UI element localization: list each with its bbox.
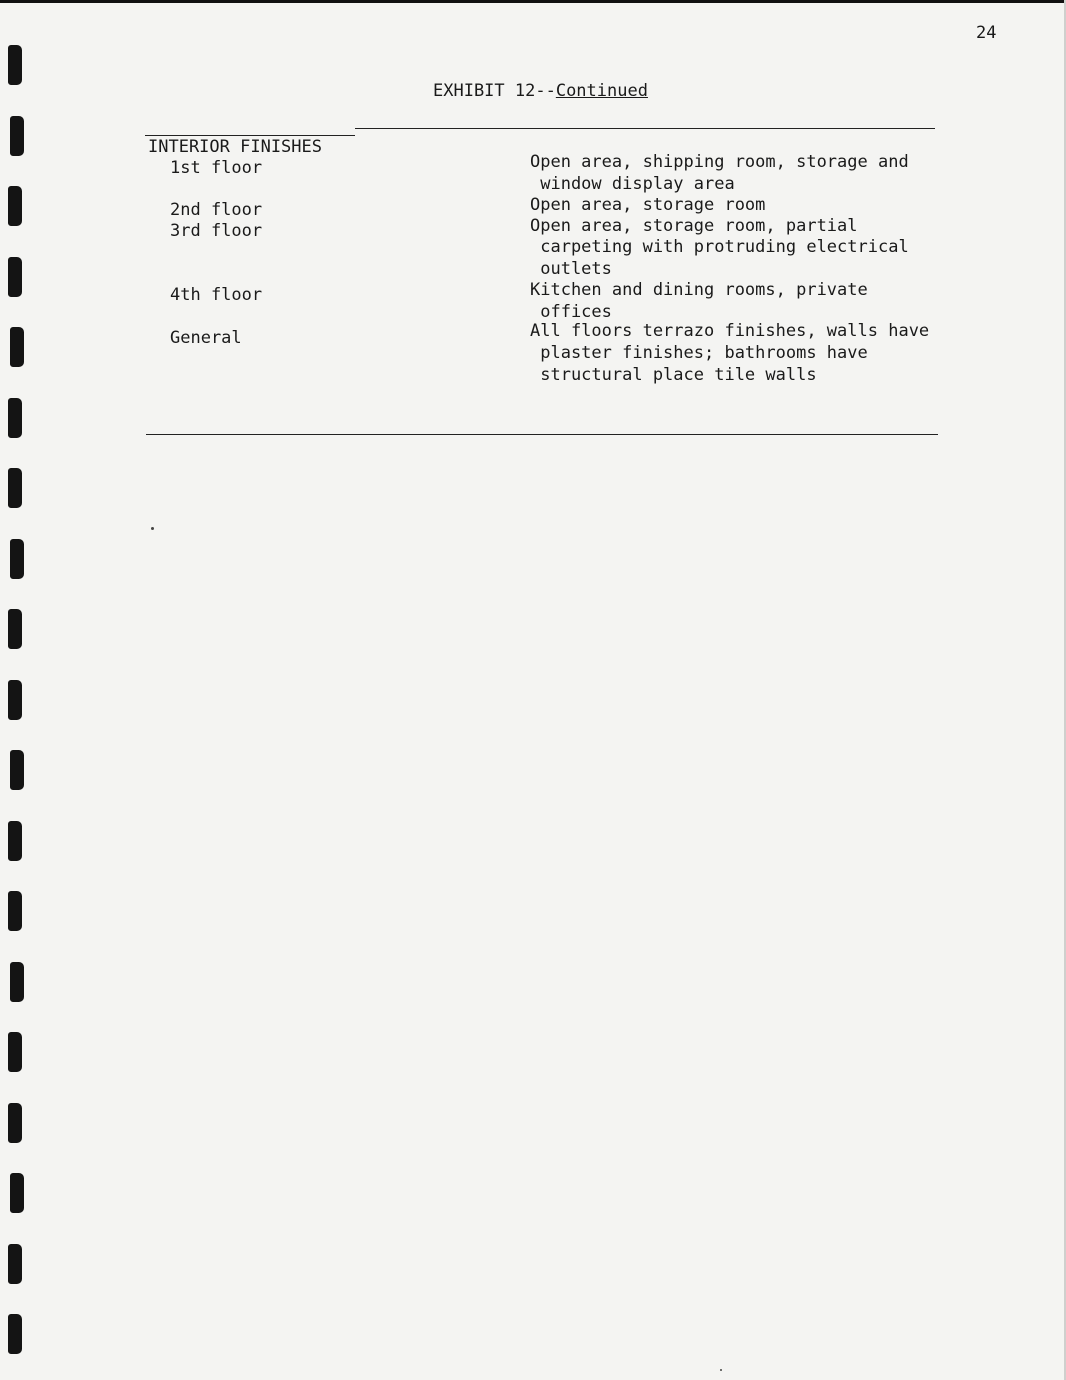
- binding-hole: [8, 45, 22, 85]
- row-desc-1st-floor-line-1: Open area, shipping room, storage and: [530, 152, 909, 172]
- binding-hole: [8, 398, 22, 438]
- row-desc-general-line-3: structural place tile walls: [530, 365, 817, 385]
- row-label-3rd-floor: 3rd floor: [170, 221, 263, 241]
- binding-hole: [10, 116, 24, 156]
- bottom-rule: [146, 434, 938, 435]
- binding-hole: [8, 1244, 22, 1284]
- page-number: 24: [976, 23, 997, 43]
- exhibit-title-continued: Continued: [555, 81, 648, 101]
- paper-speck: [720, 1369, 722, 1371]
- binding-hole: [8, 468, 22, 508]
- row-desc-4th-floor-line-1: Kitchen and dining rooms, private: [530, 280, 868, 300]
- binding-hole: [10, 539, 24, 579]
- binding-hole: [8, 821, 22, 861]
- paper-speck: [151, 527, 154, 530]
- binding-hole: [10, 1173, 24, 1213]
- row-desc-3rd-floor-line-1: Open area, storage room, partial: [530, 216, 858, 236]
- binding-hole: [8, 680, 22, 720]
- row-label-general: General: [170, 328, 242, 348]
- top-rule-right: [355, 128, 935, 129]
- row-label-1st-floor: 1st floor: [170, 158, 263, 178]
- binding-hole: [10, 962, 24, 1002]
- top-rule-left: [145, 135, 355, 136]
- row-desc-3rd-floor-line-2: carpeting with protruding electrical: [530, 237, 909, 257]
- binding-hole: [8, 891, 22, 931]
- binding-hole: [8, 1032, 22, 1072]
- exhibit-title-prefix: EXHIBIT 12--: [433, 81, 556, 101]
- row-desc-2nd-floor-line-1: Open area, storage room: [530, 195, 766, 215]
- row-label-2nd-floor: 2nd floor: [170, 200, 263, 220]
- binding-hole: [8, 186, 22, 226]
- row-desc-general-line-1: All floors terrazo finishes, walls have: [530, 321, 930, 341]
- row-label-4th-floor: 4th floor: [170, 285, 263, 305]
- page-top-edge: [0, 0, 1066, 3]
- binding-hole: [10, 750, 24, 790]
- row-desc-1st-floor-line-2: window display area: [530, 174, 735, 194]
- binding-hole: [8, 609, 22, 649]
- section-heading: INTERIOR FINISHES: [148, 137, 322, 157]
- row-desc-general-line-2: plaster finishes; bathrooms have: [530, 343, 868, 363]
- row-desc-4th-floor-line-2: offices: [530, 302, 612, 322]
- binding-hole: [8, 1314, 22, 1354]
- binding-hole: [8, 257, 22, 297]
- binding-hole: [10, 327, 24, 367]
- row-desc-3rd-floor-line-3: outlets: [530, 259, 612, 279]
- binding-hole: [8, 1103, 22, 1143]
- exhibit-title: [433, 81, 648, 101]
